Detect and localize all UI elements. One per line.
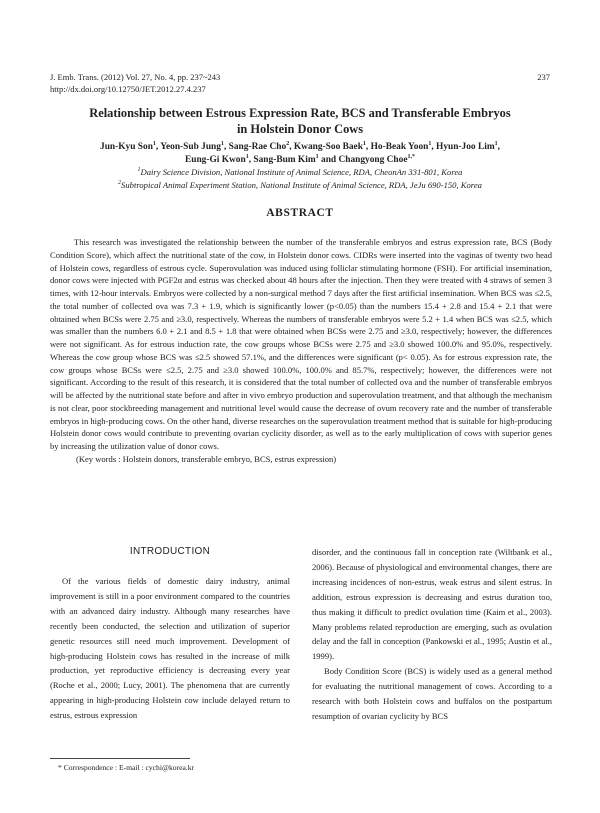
affiliation-1 bbox=[40, 166, 560, 179]
author-affil-mark: 1 bbox=[428, 140, 432, 147]
footnote-divider bbox=[50, 758, 190, 759]
title-line-1: Relationship between Estrous Expression Rate, BCS and Transferable Embryos bbox=[89, 106, 511, 120]
page-number: 237 bbox=[537, 72, 550, 82]
author-name: Sang-Rae Cho bbox=[228, 142, 287, 152]
author-separator: , bbox=[497, 142, 500, 152]
author-separator: , bbox=[223, 142, 229, 152]
affiliation-2 bbox=[40, 179, 560, 192]
author-affil-mark: 2 bbox=[286, 140, 290, 147]
right-column bbox=[312, 545, 552, 724]
journal-header bbox=[50, 72, 220, 95]
author-separator: , bbox=[248, 155, 254, 165]
intro-paragraph: Of the various fields of domestic dairy industry, animal improvement is still in a poor environment compared to the countries with an advanced dairy industry. Although many researches have recently been conducted, the selection and utilization of superior genetic resources still need much improvement. Development of high-producing Holstein cows has resulted in the increase of milk production, yet reproductive efficiency is decreasing every year (Roche et al., 2000; Lucy, 2001). The phenomena that are currently appearing in high-producing Holstein cow include delayed return to estrus, estrous expression bbox=[50, 576, 290, 721]
keywords: (Key words : Holstein donors, transferable embryo, BCS, estrus expression) bbox=[76, 453, 337, 464]
author-name: Changyong Choe bbox=[338, 155, 408, 165]
paper-title bbox=[40, 106, 560, 137]
affiliation-mark: 2 bbox=[118, 179, 122, 186]
author-affil-mark: 1 bbox=[315, 153, 319, 160]
author-separator: , bbox=[289, 142, 294, 152]
left-column bbox=[50, 545, 290, 723]
author-affil-mark: 1 bbox=[362, 140, 366, 147]
correspondence-footnote: * Correspondence : E-mail : cychi@korea.kr bbox=[58, 763, 195, 772]
intro-paragraph: disorder, and the continuous fall in conception rate (Wiltbank et al., 2006). Because of physiological and environmental changes, there are increasing incidences of non-estrus, weak estrus and silent estrus. In addition, estrous expression is decreasing and estrus duration too, thus making it difficult to predict ovulation time (Kaim et al., 2003). Many problems related reproduction are emerging, such as ovulation delay and the fall in conception (Pankowski et al., 1995; Austin et al., 1999). bbox=[312, 547, 552, 662]
author-separator: , bbox=[365, 142, 371, 152]
affiliation-mark: 1 bbox=[137, 167, 141, 174]
author-affil-mark: 1 bbox=[245, 153, 249, 160]
author-separator: and bbox=[318, 155, 339, 165]
author-name: Sang-Bum Kim bbox=[253, 155, 316, 165]
author-name: Jun-Kyu Son bbox=[100, 142, 153, 152]
author-affil-mark: 1 bbox=[494, 140, 498, 147]
author-separator: , bbox=[155, 142, 161, 152]
introduction-heading: INTRODUCTION bbox=[129, 546, 211, 557]
author-line-1 bbox=[40, 141, 560, 154]
author-name: Hyun-Joo Lim bbox=[436, 142, 495, 152]
author-name: Ho-Beak Yoon bbox=[370, 142, 429, 152]
author-affil-mark: 1 bbox=[152, 140, 156, 147]
author-separator: , bbox=[431, 142, 437, 152]
author-name: Kwang-Soo Baek bbox=[293, 142, 363, 152]
journal-citation: J. Emb. Trans. (2012) Vol. 27, No. 4, pp. 237~243 bbox=[50, 72, 221, 82]
author-name: Yeon-Sub Jung bbox=[160, 142, 221, 152]
affiliation-text: Subtropical Animal Experiment Station, National Institute of Animal Science, RDA, JeJu 690-150, Korea bbox=[121, 179, 482, 190]
author-name: Eung-Gi Kwon bbox=[185, 155, 246, 165]
intro-paragraph: Body Condition Score (BCS) is widely used as a general method for evaluating the nutritional management of cows. According to a research with both Holstein cows and buffalos on the postpartum resumption of ovarian cyclicity by BCS bbox=[312, 666, 552, 721]
affiliations bbox=[40, 166, 560, 191]
doi-link[interactable]: http://dx.doi.org/10.12750/JET.2012.27.4.237 bbox=[50, 83, 206, 94]
abstract-section bbox=[50, 236, 552, 466]
abstract-heading: ABSTRACT bbox=[266, 207, 334, 219]
author-list bbox=[40, 141, 560, 167]
author-affil-mark: 1,* bbox=[407, 153, 415, 160]
affiliation-text: Dairy Science Division, National Institute of Animal Science, RDA, CheonAn 331-801, Korea bbox=[140, 167, 463, 177]
author-affil-mark: 1 bbox=[220, 140, 224, 147]
abstract-body: This research was investigated the relationship between the number of the transferable embryos and estrus expression rate, BCS (Body Condition Score), which affect the nutritional state of the cow, in Holstein donor cows. CIDRs were inserted into the vaginas of twenty two head of Holstein cows, regardless of estrous cycle. Superovulation was induced using folliclar stimulating hormone (FSH). For artificial insemination, donor cows were injected with PGF2α and estrus was checked about 48 hours after the injection. Then they were treated with 4 straws of semen 3 times, with 12-hour intervals. Embryos were collected by a non-surgical method 7 days after the first artificial insemination. When BCS was ≤2.5, the total number of collected ova was 7.3 + 1.9, which is significantly lower (p<0.05) than the numbers 15.4 + 2.8 and 15.4 + 2.1 that were obtained when BCSs were 2.75 and ≥3.0, respectively. Whereas the numbers of transferable embryos were 5.2 + 1.4 when BCS was ≤2.5, which was smaller than the numbers 6.0 + 2.1 and 8.5 + 1.8 that were obtained when BCSs were 2.75 and ≥3.0, respectively; however, the differences were not significant. As for estrous induction rate, the cow groups whose BCSs were 2.75 and ≥3.0 showed 100.0% and 95.0%, respectively. Whereas the cow group whose BCS was ≤2.5 showed 57.1%, and the differences were significant (p< 0.05). As for estrous expression rate, the cow groups whose BCSs were ≤2.5, 2.75 and ≥3.0 showed 100.0%, 100.0% and 85.7%, respectively; however, the differences were not significant. According to the result of this research, it is considered that the total number of collected ova and the number of transferable embryos will be affected by the nutritional state before and after in vivo embryo production and superovulation treatment, and that although the mechanism is not clear, poor stockbreeding management and nutritional level would cause the decrease of ovum recovery rate and the number of transferable embryos in high-producing cows. On the other hand, diverse researches on the superovulation treatment method that is suitable for high-producing Holstein donor cows would contribute to preventing ovarian cyclicity disorder, as well as to the early multiplication of cows with superior genes by increasing the utilization value of donor cows. bbox=[50, 237, 552, 451]
title-line-2: in Holstein Donor Cows bbox=[236, 121, 364, 136]
